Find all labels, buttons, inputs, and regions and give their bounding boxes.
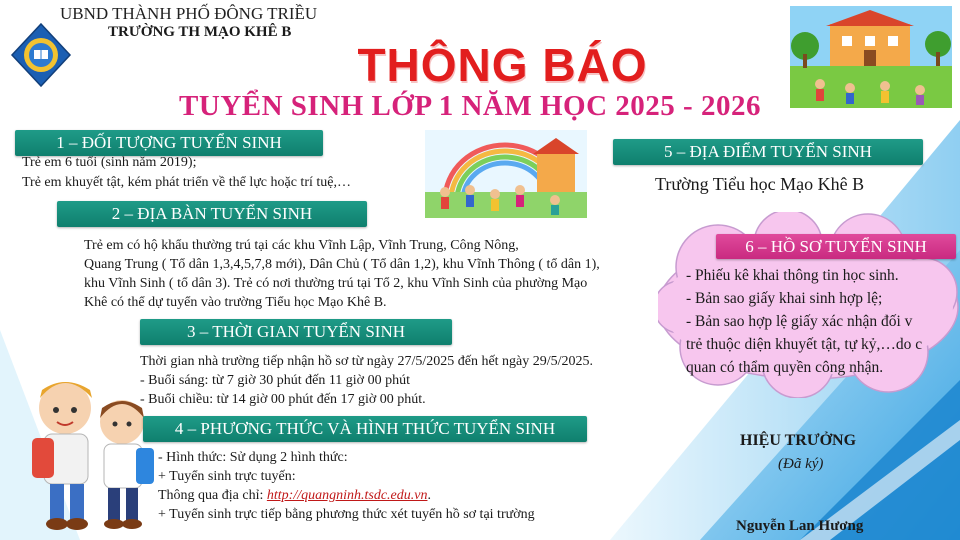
section-4-heading: 4 – PHƯƠNG THỨC VÀ HÌNH THỨC TUYỂN SINH — [143, 416, 587, 442]
registration-link[interactable]: http://quangninh.tsdc.edu.vn — [266, 488, 428, 503]
signature-name: Nguyễn Lan Hương — [736, 518, 864, 534]
school-logo-icon — [10, 22, 72, 88]
section-1-heading: 1 – ĐỐI TƯỢNG TUYỂN SINH — [15, 130, 323, 156]
page-title: THÔNG BÁO — [357, 39, 648, 91]
students-cartoon-illustration — [10, 368, 170, 538]
signature-title: HIỆU TRƯỞNG — [740, 432, 857, 449]
section-2-line-3: khu Vĩnh Sinh ( tổ dân 3). Trẻ có nơi thường trú tại Tổ 2, khu Vĩnh Sinh của phường Mạo — [84, 276, 588, 291]
section-4-line-2: + Tuyển sinh trực tuyến: — [158, 469, 296, 484]
org-line-1: UBND THÀNH PHỐ ĐÔNG TRIỀU — [60, 4, 318, 23]
section-6-line-1: - Phiếu kê khai thông tin học sinh. — [686, 267, 899, 284]
section-3-line-3: - Buổi chiều: từ 14 giờ 00 phút đến 17 giờ 00 phút. — [140, 392, 426, 407]
section-4-address-label: Thông qua địa chỉ: — [158, 488, 267, 503]
children-rainbow-illustration — [425, 130, 587, 218]
school-playground-illustration — [790, 6, 952, 108]
section-1-line-2: Trẻ em khuyết tật, kém phát triển về thể lực hoặc trí tuệ,… — [22, 175, 351, 190]
section-2-line-2: Quang Trung ( Tổ dân 1,3,4,5,7,8 mới), Dân Chủ ( Tổ dân 1,2), khu Vĩnh Thông ( tổ dân 1), — [84, 257, 600, 272]
section-2-heading: 2 – ĐỊA BÀN TUYỂN SINH — [57, 201, 367, 227]
section-2-line-4: Khê có thể dự tuyển vào trường Tiểu học Mạo Khê B. — [84, 295, 387, 310]
section-4-line-4: + Tuyển sinh trực tiếp bằng phương thức xét tuyển hồ sơ tại trường — [158, 507, 535, 522]
section-3-line-2: - Buổi sáng: từ 7 giờ 30 phút đến 11 giờ 00 phút — [140, 373, 410, 388]
section-6-line-4: trẻ thuộc diện khuyết tật, tự kỷ,…do c — [686, 336, 923, 353]
signature-status: (Đã ký) — [778, 456, 824, 472]
section-4-line-3-suffix: . — [427, 488, 431, 503]
org-line-2: TRƯỜNG TH MẠO KHÊ B — [108, 24, 292, 40]
section-6-line-2: - Bản sao giấy khai sinh hợp lệ; — [686, 290, 883, 307]
section-6-heading: 6 – HỒ SƠ TUYỂN SINH — [716, 234, 956, 259]
section-6-line-3: - Bản sao hợp lệ giấy xác nhận đối v — [686, 313, 913, 330]
section-4-line-3 — [158, 486, 431, 506]
section-1-line-1: Trẻ em 6 tuổi (sinh năm 2019); — [22, 155, 197, 170]
section-5-location: Trường Tiểu học Mạo Khê B — [655, 174, 865, 194]
section-3-heading: 3 – THỜI GIAN TUYỂN SINH — [140, 319, 452, 345]
section-6-line-5: quan có thẩm quyền công nhận. — [686, 359, 884, 376]
section-4-line-1: - Hình thức: Sử dụng 2 hình thức: — [158, 450, 348, 465]
section-2-line-1: Trẻ em có hộ khẩu thường trú tại các khu Vĩnh Lập, Vĩnh Trung, Công Nông, — [84, 238, 519, 253]
section-3-line-1: Thời gian nhà trường tiếp nhận hồ sơ từ ngày 27/5/2025 đến hết ngày 29/5/2025. — [140, 354, 594, 369]
page-subtitle: TUYỂN SINH LỚP 1 NĂM HỌC 2025 - 2026 — [179, 90, 761, 122]
section-5-heading: 5 – ĐỊA ĐIỂM TUYỂN SINH — [613, 139, 923, 165]
